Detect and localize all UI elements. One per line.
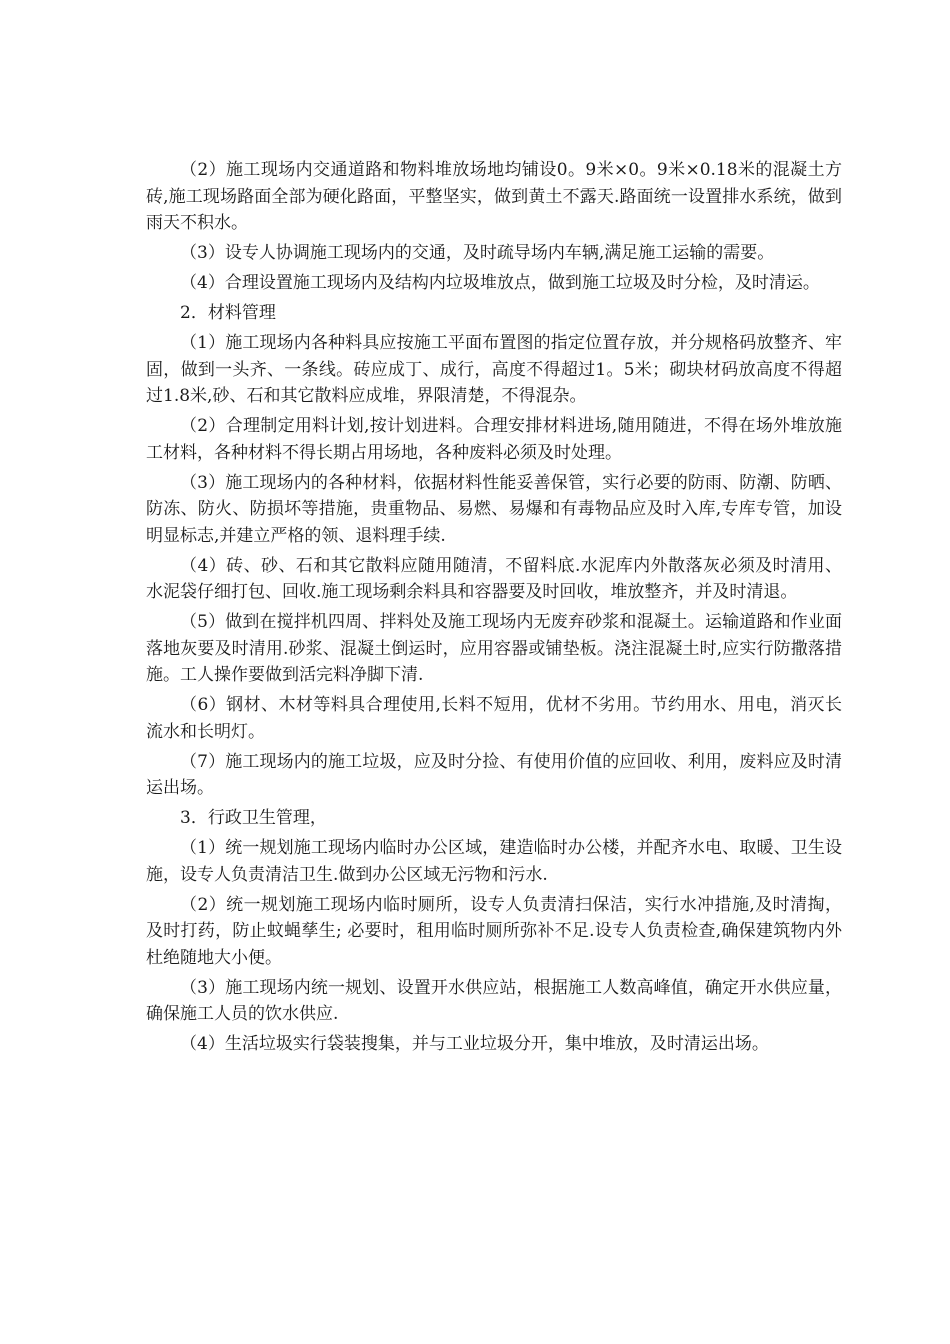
paragraph-bulk-material-cleanup: （4）砖、砂、石和其它散料应随用随清，不留料底.水泥库内外散落灰必须及时清用、水泥袋仔细打包、回收.施工现场剩余料具和容器要及时回收，堆放整齐，并及时清退。: [146, 555, 842, 602]
paragraph-resource-saving: （6）钢材、木材等料具合理使用,长料不短用，优材不劣用。节约用水、用电，消灭长流水和长明灯。: [146, 695, 842, 742]
paragraph-traffic-coordination: （3）设专人协调施工现场内的交通，及时疏导场内车辆,满足施工运输的需要。: [180, 243, 775, 263]
section-heading-material-management: 2．材料管理: [180, 303, 276, 323]
paragraph-water-supply: （3）施工现场内统一规划、设置开水供应站，根据施工人数高峰值，确定开水供应量，确保施工人员的饮水供应.: [146, 977, 842, 1024]
paragraph-domestic-waste: （4）生活垃圾实行袋装搜集，并与工业垃圾分开，集中堆放，及时清运出场。: [180, 1034, 769, 1054]
paragraph-material-plan: （2）合理制定用料计划,按计划进料。合理安排材料进场,随用随进，不得在场外堆放施工材料，各种材料不得长期占用场地，各种废料必须及时处理。: [146, 416, 842, 463]
section-heading-administrative-hygiene: 3．行政卫生管理，: [180, 808, 327, 828]
paragraph-road-paving: （2）施工现场内交通道路和物料堆放场地均铺设0。9米×0。9米×0.18米的混凝土方砖,施工现场路面全部为硬化路面，平整坚实，做到黄土不露天.路面统一设置排水系统，做到雨天不积水。: [146, 160, 842, 233]
paragraph-material-protection: （3）施工现场内的各种材料，依据材料性能妥善保管，实行必要的防雨、防潮、防晒、防冻、防火、防损坏等措施，贵重物品、易燃、易爆和有毒物品应及时入库,专库专管，加设明显标志,并建立严格的领、退料理手续.: [146, 472, 842, 546]
paragraph-construction-waste: （7）施工现场内的施工垃圾，应及时分捡、有使用价值的应回收、利用，废料应及时清运出场。: [146, 751, 842, 798]
paragraph-mortar-concrete: （5）做到在搅拌机四周、拌料处及施工现场内无废弃砂浆和混凝土。运输道路和作业面落地灰要及时清用.砂浆、混凝土倒运时，应用容器或铺垫板。浇注混凝土时,应实行防撒落措施。工人操作要做到活完料净脚下清.: [146, 612, 842, 685]
paragraph-material-storage: （1）施工现场内各种料具应按施工平面布置图的指定位置存放，并分规格码放整齐、牢固，做到一头齐、一条线。砖应成丁、成行，高度不得超过1。5米；砌块材码放高度不得超过1.8米,砂、石和其它散料应成堆，界限清楚，不得混杂。: [146, 333, 842, 406]
paragraph-office-area: （1）统一规划施工现场内临时办公区域，建造临时办公楼，并配齐水电、取暖、卫生设施，设专人负责清洁卫生.做到办公区域无污物和污水.: [146, 838, 842, 885]
paragraph-toilets: （2）统一规划施工现场内临时厕所，设专人负责清扫保洁，实行水冲措施,及时清掏，及时打药，防止蚊蝇孳生; 必要时，租用临时厕所弥补不足.设专人负责检查,确保建筑物内外杜绝随地大小便。: [146, 894, 842, 968]
paragraph-waste-stacking: （4）合理设置施工现场内及结构内垃圾堆放点，做到施工垃圾及时分检，及时清运。: [180, 273, 820, 293]
document-page: [146, 157, 842, 1061]
